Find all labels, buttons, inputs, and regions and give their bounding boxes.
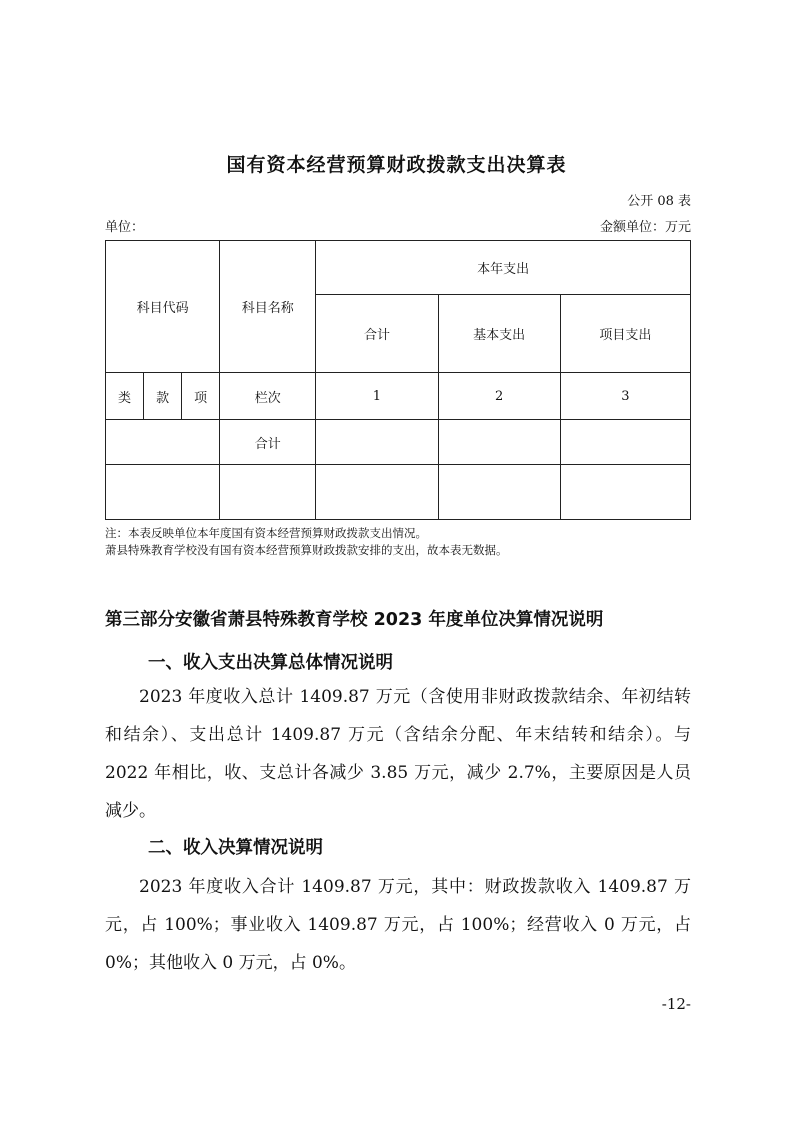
cell-col2: 2 (438, 373, 560, 420)
cell-lanci: 栏次 (220, 373, 316, 420)
paragraph-1: 2023 年度收入总计 1409.87 万元（含使用非财政拨款结余、年初结转和结余）、支出总计 1409.87 万元（含结余分配、年末结转和结余）。与 2022 年相比，收、支总计各减少 3.85 万元，减少 2.7%，主要原因是人员减少。 (105, 687, 691, 821)
document-title: 国有资本经营预算财政拨款支出决算表 (226, 154, 567, 176)
table-row (106, 465, 691, 520)
expenditure-table (105, 240, 691, 520)
cell-col1: 1 (316, 373, 438, 420)
page-number: -12- (661, 995, 691, 1013)
section-title: 第三部分安徽省萧县特殊教育学校 2023 年度单位决算情况说明 (105, 610, 604, 630)
cell-xiang: 项 (182, 373, 220, 420)
cell-total-label: 合计 (220, 420, 316, 465)
header-project: 项目支出 (560, 295, 690, 373)
table-note-2: 萧县特殊教育学校没有国有资本经营预算财政拨款安排的支出，故本表无数据。 (105, 543, 508, 557)
table-row (106, 373, 691, 420)
cell-empty (316, 420, 438, 465)
cell-lei: 类 (106, 373, 144, 420)
cell-kuan: 款 (144, 373, 182, 420)
amount-unit: 金额单位：万元 (599, 220, 691, 235)
table-note-1: 注：本表反映单位本年度国有资本经营预算财政拨款支出情况。 (105, 526, 427, 540)
cell-empty (316, 465, 438, 520)
heading-2: 二、收入决算情况说明 (148, 838, 323, 858)
cell-empty (106, 420, 220, 465)
table-row (106, 420, 691, 465)
header-total: 合计 (316, 295, 438, 373)
header-subject-name: 科目名称 (220, 241, 316, 373)
heading-1: 一、收入支出决算总体情况说明 (148, 653, 393, 673)
cell-empty (106, 465, 220, 520)
cell-empty (560, 420, 690, 465)
header-current-year: 本年支出 (316, 241, 691, 295)
cell-empty (220, 465, 316, 520)
unit-label: 单位： (105, 220, 145, 235)
cell-empty (560, 465, 690, 520)
cell-empty (438, 420, 560, 465)
header-basic: 基本支出 (438, 295, 560, 373)
table-header-row (106, 241, 691, 295)
cell-col3: 3 (560, 373, 690, 420)
cell-empty (438, 465, 560, 520)
header-subject-code: 科目代码 (106, 241, 220, 373)
paragraph-2: 2023 年度收入合计 1409.87 万元，其中：财政拨款收入 1409.87 万元，占 100%；事业收入 1409.87 万元，占 100%；经营收入 0 万元，占 0%；其他收入 0 万元，占 0%。 (105, 877, 691, 973)
table-code: 公开 08 表 (627, 194, 691, 209)
